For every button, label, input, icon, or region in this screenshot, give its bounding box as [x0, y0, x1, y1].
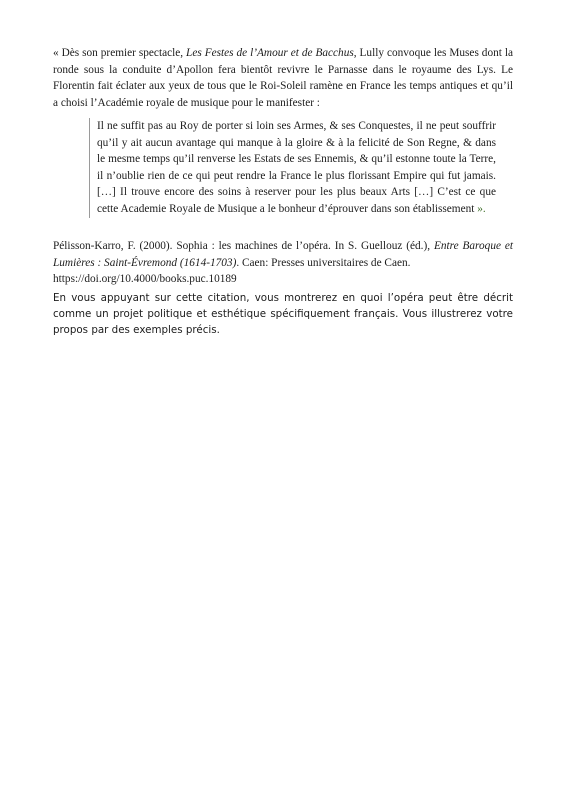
reference-doi-link[interactable]: https://doi.org/10.4000/books.puc.10189	[53, 273, 237, 286]
reference-publisher: . Caen: Presses universitaires de Caen.	[236, 256, 411, 269]
intro-text-start: Dès son premier spectacle,	[61, 47, 187, 59]
intro-open-guillemet: «	[53, 47, 62, 59]
quote-text: Il ne suffit pas au Roy de porter si loin ses Armes, & ses Conquestes, il ne peut souffrir qu’il y ait aucun avantage qui manque à la gloire & à la felicité de Son Regne, & dans le mesme temps qu’il renverse les Estats de ses Ennemis, & qu’il estonne toute la Terre, il n’oublie rien de ce qui peut rendre la France le plus florissant Empire qui fut jamais. […] Il trouve encore des soins à reserver pour les plus beaux Arts […] C’est ce que cette Academie Royale de Musique a le bonheur d’éprouver dans son établissement	[97, 120, 496, 215]
task-instruction: En vous appuyant sur cette citation, vous montrerez en quoi l’opéra peut être décrit comme un projet politique et esthétique spécifiquement français. Vous illustrerez votre propos par des exemples précis.	[53, 292, 513, 336]
quote-close-guillemet: ».	[474, 202, 486, 215]
spectacle-title: Les Festes de l’Amour et de Bacchus	[186, 47, 354, 59]
reference-book-title: Entre Baroque et Lumières : Saint-Évremond (1614-1703)	[53, 240, 513, 269]
reference-author-chapter: Pélisson-Karro, F. (2000). Sophia : les machines de l’opéra. In S. Guellouz (éd.),	[53, 240, 434, 252]
bibliographic-reference	[53, 238, 513, 288]
block-quote	[89, 118, 496, 218]
intro-paragraph	[53, 45, 513, 111]
intro-text-end: , Lully convoque les Muses dont la ronde sous la conduite d’Apollon fera bientôt revivre le Parnasse dans le royaume des Lys. Le Florentin fait éclater aux yeux de tous que le Roi-Soleil ramène en France les temps antiques et qu’il a choisi l’Académie royale de musique pour le manifester :	[53, 47, 513, 109]
